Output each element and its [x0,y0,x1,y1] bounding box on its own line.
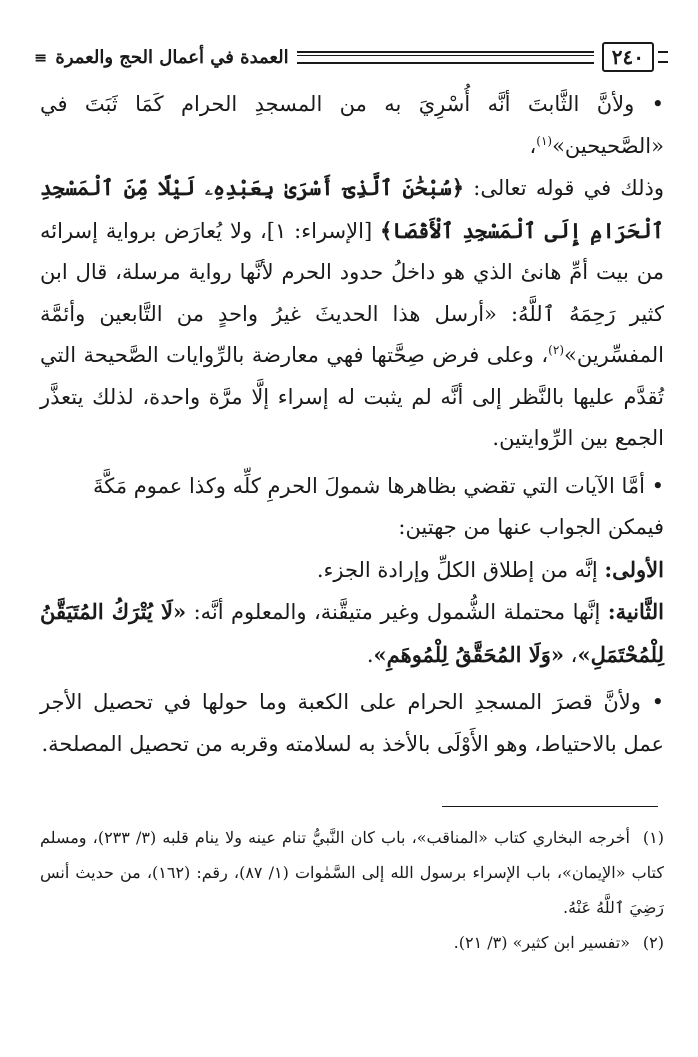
running-header [34,40,668,74]
maxim-separator: ، [563,642,578,667]
footnote-separator [442,806,658,807]
main-text [40,84,664,765]
footnote-2-text: «تفسير ابن كثير» (٣/ ٢١). [453,933,630,952]
paragraph-1-text: • ولأنَّ الثَّابتَ أنَّه أُسْرِيَ به من المسجدِ الحرام كَمَا ثَبَتَ في «الصَّحيحين» [40,92,664,158]
paragraph-6 [40,591,664,676]
paragraph-6-end: . [366,642,374,667]
footnotes [40,820,664,960]
paragraph-2-tail: ، وعلى فرض صِحَّتها فهي معارضة بالرِّوايات الصَّحيحة التي تُقدَّم عليها بالنَّظر إلى أنَّه لم يثبت له إسراء إلَّا مرَّة واحدة، لذلك يتعذَّر الجمع بين الرِّوايتين. [40,343,664,450]
footnote-ref-2: (٢) [548,343,564,357]
footnote-2 [40,925,664,960]
maxim-2: «وَلَا المُحَقَّقُ لِلْمُوهَمِ» [373,641,564,667]
point-label-second: الثَّانية: [607,599,664,624]
point-text-first: إنَّه من إطلاق الكلِّ وإرادة الجزء. [316,557,598,582]
header-end-mark: ≡ [34,47,48,67]
paragraph-7: • ولأنَّ قصرَ المسجدِ الحرام على الكعبة وما حولها في تحصيل الأجر عمل بالاحتياط، وهو الأَوْلَى بالأخذ به لسلامته وقربه من تحصيل المصلحة. [40,690,664,756]
page-number: ٢٤٠ [602,42,654,72]
quran-verse: ﴿سُبْحَٰنَ ٱلَّذِىٓ أَسْرَىٰ بِعَبْدِهِۦ لَيْلًا مِّنَ ٱلْمَسْجِدِ ٱلْحَرَامِ إِلَى ٱلْمَسْجِدِ ٱلْأَقْصَا﴾ [40,175,664,243]
footnote-ref-1: (١) [536,133,553,148]
running-title: العمدة في أعمال الحج والعمرة [55,46,289,68]
paragraph-5 [40,549,664,592]
paragraph-1-end: ، [529,133,537,158]
point-text-second: إنَّها محتملة الشُّمول وغير متيقَّنة، والمعلوم أنَّه: [193,600,601,624]
footnote-1-text: أخرجه البخاري كتاب «المناقب»، باب كان النَّبيُّ تنام عينه ولا ينام قلبه (٣/ ٢٣٣)، ومسلم كتاب «الإيمان»، باب الإسراء برسول الله إلى السَّمٰوات (١/ ٨٧)، رقم: (١٦٢)، من حديث أنس رَضِيَ ٱللَّهُ عَنْهُ. [40,828,665,917]
paragraph-4: فيمكن الجواب عنها من جهتين: [398,515,664,539]
footnote-2-number: (٢) [642,933,664,952]
footnote-1-number: (١) [642,828,665,847]
paragraph-1 [40,84,664,167]
paragraph-3: • أمَّا الآيات التي تقضي بظاهرها شمولَ الحرمِ كلِّه وكذا عموم مَكَّةَ [92,473,664,498]
paragraph-2 [40,167,664,460]
header-rule [297,51,594,64]
maxim-1: «لَا يُتْرَكُ المُتَيَقَّنُ لِلْمُحْتَمَلِ» [40,599,664,667]
point-label-first: الأولى: [604,556,664,582]
header-ornament-right [658,51,668,63]
paragraph-2-body: [الإسراء: ١]، ولا يُعارَض برواية إسرائه من بيت أمِّ هانئ الذي هو داخلُ حدود الحرم لأنَّها رواية مرسلة، قال ابن كثير رَحِمَهُ ٱللَّهُ: «أرسل هذا الحديثَ غيرُ واحدٍ من التَّابعين وأئمَّة المفسِّرين» [40,218,664,367]
paragraph-2-lead: وذلك في قوله تعالى: [473,176,664,200]
footnote-1 [40,820,664,925]
